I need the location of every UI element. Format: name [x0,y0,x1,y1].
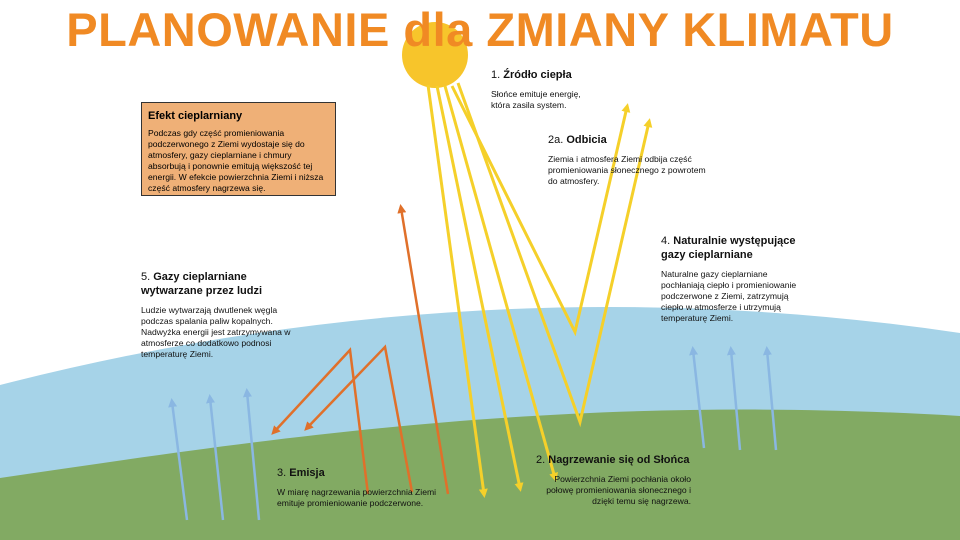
step-human-gases-heading [141,270,301,298]
step-reflection-number: 2a. [548,134,564,146]
step-natural-gases [661,234,821,324]
step-emission-text: W miarę nagrzewania powierzchnia Ziemi emituje promieniowanie podczerwone. [277,487,437,508]
step-source [491,68,621,111]
step-natural-gases-title: Naturalnie występujące gazy cieplarniane [661,235,796,261]
step-human-gases-title: Gazy cieplarniane wytwarzane przez ludzi [141,271,263,297]
greenhouse-effect-box [141,102,336,196]
step-heating-text: Powierzchnia Ziemi pochłania około połowę promieniowania słonecznego i dzięki temu się nagrzewa. [546,474,691,506]
step-heating-heading [536,453,696,467]
step-human-gases-number: 5. [141,271,151,283]
step-source-number: 1. [491,69,501,81]
step-heating [536,453,696,507]
step-human-gases [141,270,301,360]
step-reflection [548,133,718,187]
greenhouse-effect-heading: Efekt cieplarniany [148,110,243,122]
step-natural-gases-text: Naturalne gazy cieplarniane pochłaniają ciepło i promieniowanie podczerwone z Ziemi, zatrzymują ciepło w atmosferze i utrzymują temperaturę Ziemi. [661,269,797,323]
step-emission-number: 3. [277,467,287,479]
diagram-title: PLANOWANIE dla ZMIANY KLIMATU [66,3,894,56]
step-source-text: Słońce emituje energię, która zasila system. [491,89,581,110]
step-reflection-title: Odbicia [566,134,607,146]
step-natural-gases-number: 4. [661,235,671,247]
step-source-heading [491,68,621,82]
step-reflection-text: Ziemia i atmosfera Ziemi odbija część promieniowania słonecznego z powrotem do atmosfery. [548,154,706,186]
step-human-gases-text: Ludzie wytwarzają dwutlenek węgla podczas spalania paliw kopalnych. Nadwyżka energii jest zatrzymywana w atmosferze co dodatkowo podnosi temperaturę Ziemi. [141,305,291,359]
step-emission-title: Emisja [289,467,325,479]
step-emission [277,466,457,509]
step-emission-heading [277,466,457,480]
step-reflection-heading [548,133,718,147]
step-heating-number: 2. [536,454,546,466]
step-natural-gases-heading [661,234,821,262]
step-heating-title: Nagrzewanie się od Słońca [548,454,690,466]
greenhouse-effect-text: Podczas gdy część promieniowania podczerwonego z Ziemi wydostaje się do atmosfery, gazy cieplarniane i chmury absorbują i ponownie emitują większość tej energii. W efekcie powierzchnia Ziemi i niższa część atmosfery nagrzewa się. [148,128,324,193]
step-source-title: Źródło ciepła [503,69,572,81]
